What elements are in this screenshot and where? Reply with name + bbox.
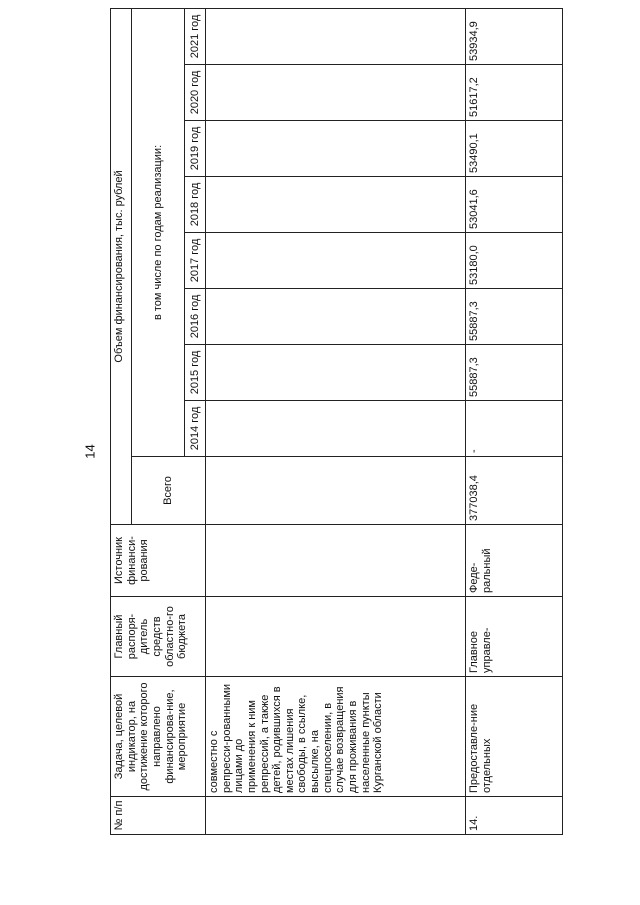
funding-table (110, 8, 563, 835)
header-year-2016: 2016 год (185, 289, 206, 345)
row-number: 14. (466, 797, 563, 835)
table-row (206, 8, 466, 834)
row-value-2019: 53490,1 (466, 121, 563, 177)
funding-table-wrapper (110, 14, 563, 835)
cell-empty (206, 597, 466, 677)
header-funding-total: Объем финансирования, тыс. рублей (111, 8, 132, 524)
cell-empty (206, 797, 466, 835)
row-total: 377038,4 (466, 457, 563, 525)
header-source: Источник финанси-рования (111, 525, 206, 597)
cell-empty (206, 401, 466, 457)
cell-empty (206, 177, 466, 233)
cell-empty (206, 233, 466, 289)
row-value-2016: 55887,3 (466, 289, 563, 345)
header-year-2018: 2018 год (185, 177, 206, 233)
header-manager: Главный распоря-дитель средств областно-го бюджета (111, 597, 206, 677)
row-value-2015: 55887,3 (466, 345, 563, 401)
header-year-2021: 2021 год (185, 8, 206, 64)
header-no: № п/п (111, 797, 206, 835)
header-year-2020: 2020 год (185, 65, 206, 121)
cell-empty (206, 8, 466, 64)
row-manager: Главное управле- (466, 597, 563, 677)
continuation-text: совместно с репресси-рованными лицами до применения к ним репрессий, а также детей, родившихся в местах лишения свободы, в ссылке, высылке, на спецпоселении, в случае возвращения для проживания в населенные пункты Курганской области (206, 677, 466, 797)
row-task: Предоставле-ние отдельных (466, 677, 563, 797)
cell-empty (206, 65, 466, 121)
page-number: 14 (82, 444, 98, 459)
row-source: Феде-ральный (466, 525, 563, 597)
cell-empty (206, 525, 466, 597)
table-row (466, 8, 563, 834)
header-task: Задача, целевой индикатор, на достижение которого направлено финансирова-ние, мероприятие (111, 677, 206, 797)
cell-empty (206, 121, 466, 177)
cell-empty (206, 457, 466, 525)
row-value-2018: 53041,6 (466, 177, 563, 233)
cell-empty (206, 345, 466, 401)
row-value-2014: - (466, 401, 563, 457)
row-value-2020: 51617,2 (466, 65, 563, 121)
cell-empty (206, 289, 466, 345)
header-by-years: в том числе по годам реализации: (131, 8, 185, 456)
header-total: Всего (131, 457, 205, 525)
header-year-2019: 2019 год (185, 121, 206, 177)
header-year-2014: 2014 год (185, 401, 206, 457)
row-value-2017: 53180,0 (466, 233, 563, 289)
row-value-2021: 53934,9 (466, 8, 563, 64)
header-year-2017: 2017 год (185, 233, 206, 289)
header-year-2015: 2015 год (185, 345, 206, 401)
